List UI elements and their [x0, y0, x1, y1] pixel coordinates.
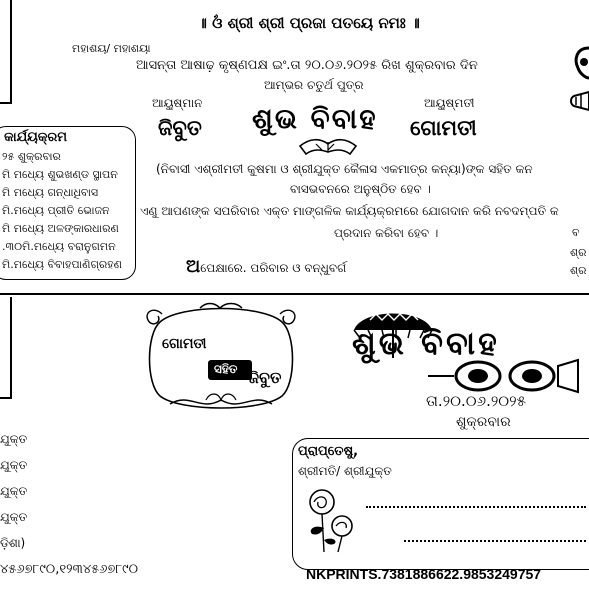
right-cut-text: ଶ୍ର	[570, 246, 587, 259]
program-item: ୨୫ ଶୁକ୍ରବାର	[2, 150, 61, 163]
bottom-left-border	[0, 297, 12, 397]
trumpet-icon	[568, 88, 589, 114]
shehnai-icon	[428, 356, 580, 394]
rose-icon	[298, 484, 362, 554]
program-item: ମି.ମଧ୍ୟେ ବିବାହପାଣିଗ୍ରହଣ	[2, 258, 122, 271]
address-line: ଯୁକ୍ତ	[0, 484, 28, 498]
wedding-heading: ଶୁଭ ବିବାହ	[252, 102, 378, 135]
address-dotted-line[interactable]	[366, 506, 586, 508]
groom-name: ଜିବୁତ	[158, 116, 202, 140]
venue-line: ବାସଭବନରେ ଅନୁଷ୍ଠିତ ହେବ ।	[290, 182, 431, 196]
ornate-frame	[140, 300, 302, 418]
address-dotted-line[interactable]	[404, 540, 586, 542]
invitation-line-1: ଆସନ୍ତା ଆଷାଢ଼ କୃଷ୍ଣପକ୍ଷ ଇଂ.ତା ୨୦.୦୬.୨୦୨୫ ରିଖ ଶୁକ୍ରବାର ଦିନ	[136, 58, 478, 73]
address-line: ଯୁକ୍ତ	[0, 510, 28, 524]
bottom-left-border-bottom	[0, 397, 12, 399]
request-line-2: ପ୍ରଦାନ କରିବା ହେବ ।	[334, 226, 439, 240]
program-item: .୩୦ମି.ମଧ୍ୟେ ବରାନୁଗମନ	[2, 240, 116, 253]
ganesha-icon	[570, 44, 589, 82]
card-divider	[0, 293, 589, 295]
address-line: ଯୁକ୍ତ	[0, 432, 28, 446]
top-left-border-bottom	[0, 102, 12, 104]
right-cut-text: ବ	[572, 226, 580, 239]
awaiting-line	[186, 256, 346, 277]
printer-credit: NKPRINTS.7381886622.9853249757	[306, 566, 542, 582]
awaiting-text: ପେକ୍ଷାରେ. ପରିବାର ଓ ବନ୍ଧୁବର୍ଗ	[200, 261, 347, 275]
program-item: ମି ମଧ୍ୟେ ଗନ୍ଧାଧିବାସ	[2, 186, 99, 199]
frame-name-mid: ସହିତ	[214, 362, 238, 376]
program-title: କାର୍ଯ୍ୟକ୍ରମ	[4, 130, 67, 145]
wedding-day: ଶୁକ୍ରବାର	[456, 414, 511, 430]
request-line-1: ଏଣୁ ଆପଣଙ୍କ ସପରିବାର ଏକ୍ତ ମାଙ୍ଗଳିକ କାର୍ଯ୍ୟକ୍ରମରେ ଯୋଗଦାନ କରି ନବଦମ୍ପତି କ	[140, 204, 559, 218]
wedding-date: ତା.୨୦.୦୬.୨୦୨୫	[426, 392, 526, 410]
invitation-line-2: ଆମ୍ଭର ଚତୁର୍ଥ ପୁତ୍ର	[264, 78, 364, 92]
frame-name-top: ଗୋମତୀ	[162, 336, 207, 352]
phone-numbers: ୪୫୬୭୮୯୦,୧୨୩୪୫୬୭୮୯୦	[0, 562, 139, 577]
recipient-sub: ଶ୍ରୀମତି/ ଶ୍ରୀଯୁକ୍ତ	[298, 464, 392, 478]
bride-label: ଆୟୁଷ୍ମତୀ	[424, 96, 475, 110]
bride-family-line: (ନିବାସୀ ଏଶ୍ରୀମତୀ କୁଷମା ଓ ଶ୍ରୀଯୁକ୍ତ କୈଳାସ ଏକମାତ୍ର କନ୍ୟା)ଙ୍କ ସହିତ କନ	[156, 162, 533, 176]
bottom-wedding-heading: ଶୁଭ ବିବାହ	[352, 324, 500, 362]
right-cut-text: ଶ୍ର	[570, 264, 587, 277]
bride-name: ଗୋମତୀ	[410, 116, 477, 140]
address-line: ଡ଼ିଶା)	[0, 536, 26, 550]
top-left-border	[0, 0, 12, 102]
program-item: ମି.ମଧ୍ୟେ ପ୍ରୀତି ଭୋଜନ	[2, 204, 110, 217]
frame-name-bottom: ଜିବୁତ	[248, 368, 282, 387]
salutation: ମହାଶୟ/ ମହାଶୟା	[72, 42, 151, 55]
address-line: ଯୁକ୍ତ	[0, 458, 28, 472]
groom-label: ଆୟୁଷ୍ମାନ	[152, 96, 203, 110]
hands-icon	[298, 132, 358, 158]
program-item: ମି ମଧ୍ୟେ ଅଳଙ୍କାରଧାରଣ	[2, 222, 119, 235]
awaiting-initial: ଅ	[186, 256, 201, 277]
invocation-line: ॥ ଓଁ ଶ୍ରୀ ଶ୍ରୀ ପ୍ରଜା ପତୟେ ନମଃ ॥	[198, 14, 420, 32]
program-item: ମି ମଧ୍ୟେ ଶୁଭଖଣ୍ଡ ସ୍ଥାପନ	[2, 168, 118, 181]
recipient-label: ପ୍ରାପ୍ତେଷୁ,	[298, 444, 359, 459]
